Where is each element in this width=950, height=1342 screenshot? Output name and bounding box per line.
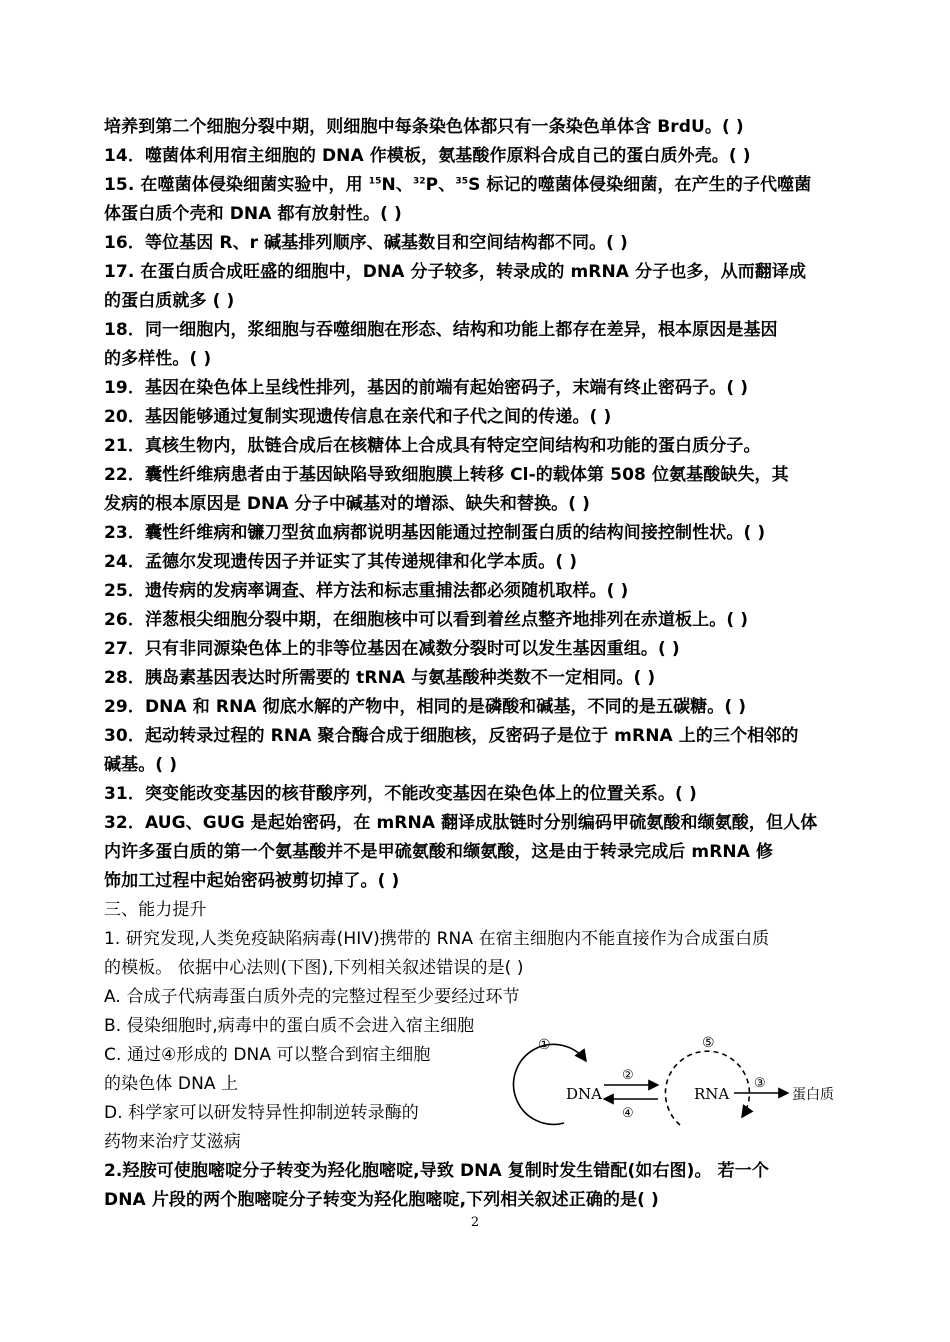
item-23: 23．囊性纤维病和镰刀型贫血病都说明基因能通过控制蛋白质的结构间接控制性状。( ) [104,523,766,543]
item-22-line2: 发病的根本原因是 DNA 分子中碱基对的增添、缺失和替换。( ) [104,494,590,514]
option-a: A. 合成子代病毒蛋白质外壳的完整过程至少要经过环节 [104,987,520,1007]
question-1-line2: 的模板。 依据中心法则(下图),下列相关叙述错误的是( ) [104,958,524,978]
label-4: ④ [622,1106,634,1121]
item-27: 27．只有非同源染色体上的非等位基因在减数分裂时可以发生基因重组。( ) [104,639,680,659]
rna-label: RNA [694,1085,730,1103]
text: S 标记的噬菌体侵染细菌，在产生的子代噬菌 [468,175,812,195]
item-24: 24．孟德尔发现遗传因子并证实了其传递规律和化学本质。( ) [104,552,578,572]
item-31: 31．突变能改变基因的核苷酸序列，不能改变基因在染色体上的位置关系。( ) [104,784,697,804]
question-2-line2: DNA 片段的两个胞嘧啶分子转变为羟化胞嘧啶,下列相关叙述正确的是( ) [104,1190,659,1210]
superscript: 35 [455,176,469,187]
question-2-line1: 2.羟胺可使胞嘧啶分子转变为羟化胞嘧啶,导致 DNA 复制时发生错配(如右图)。 若一个 [104,1161,769,1181]
item-21: 21．真核生物内，肽链合成后在核糖体上合成具有特定空间结构和功能的蛋白质分子。 [104,436,761,456]
item-28: 28．胰岛素基因表达时所需要的 tRNA 与氨基酸种类数不一定相同。( ) [104,668,656,688]
item-15-line1 [104,171,850,200]
label-1: ① [538,1037,551,1053]
option-c-line1: C. 通过④形成的 DNA 可以整合到宿主细胞 [104,1045,431,1065]
item-13-continued: 培养到第二个细胞分裂中期，则细胞中每条染色体都只有一条染色单体含 BrdU。( ) [104,117,744,137]
item-15-line2: 体蛋白质个壳和 DNA 都有放射性。( ) [104,204,402,224]
item-18-line1: 18．同一细胞内，浆细胞与吞噬细胞在形态、结构和功能上都存在差异，根本原因是基因 [104,320,778,340]
item-14: 14．噬菌体利用宿主细胞的 DNA 作模板，氨基酸作原料合成自己的蛋白质外壳。( ) [104,146,751,166]
option-c-line2: 的染色体 DNA 上 [104,1074,239,1094]
options-with-diagram [104,1035,850,1157]
superscript: 32 [412,176,426,187]
superscript: 15 [368,176,382,187]
item-17-line1: 17. 在蛋白质合成旺盛的细胞中，DNA 分子较多，转录成的 mRNA 分子也多，从而翻译成 [104,262,807,282]
item-16: 16．等位基因 R、r 碱基排列顺序、碱基数目和空间结构都不同。( ) [104,233,628,253]
item-25: 25．遗传病的发病率调查、样方法和标志重捕法都必须随机取样。( ) [104,581,629,601]
item-32-line3: 饰加工过程中起始密码被剪切掉了。( ) [104,871,400,891]
question-1-line1: 1. 研究发现,人类免疫缺陷病毒(HIV)携带的 RNA 在宿主细胞内不能直接作为合成蛋白质 [104,929,770,949]
item-30-line2: 碱基。( ) [104,755,178,775]
item-32-line1: 32．AUG、GUG 是起始密码，在 mRNA 翻译成肽链时分别编码甲硫氨酸和缬氨酸，但人体 [104,813,818,833]
protein-label: 蛋白质 [792,1087,834,1103]
label-2: ② [622,1068,634,1083]
item-26: 26．洋葱根尖细胞分裂中期，在细胞核中可以看到着丝点整齐地排列在赤道板上。( ) [104,610,749,630]
item-20: 20．基因能够通过复制实现遗传信息在亲代和子代之间的传递。( ) [104,407,612,427]
options-cd [104,1041,496,1157]
item-19: 19．基因在染色体上呈线性排列，基因的前端有起始密码子，末端有终止密码子。( ) [104,378,749,398]
page-number: 2 [470,1215,480,1230]
item-32-line2: 内许多蛋白质的第一个氨基酸并不是甲硫氨酸和缬氨酸，这是由于转录完成后 mRNA 修 [104,842,774,862]
central-dogma-diagram [512,1033,852,1145]
option-d-line2: 药物来治疗艾滋病 [104,1132,241,1152]
item-18-line2: 的多样性。( ) [104,349,212,369]
page-content [104,113,850,1215]
text: P、 [425,175,456,195]
item-17-line2: 的蛋白质就多 ( ) [104,291,235,311]
text: 15. 在噬菌体侵染细菌实验中，用 [104,175,369,195]
label-3: ③ [754,1076,766,1091]
item-29: 29．DNA 和 RNA 彻底水解的产物中，相同的是磷酸和碱基，不同的是五碳糖。( ) [104,697,747,717]
label-5: ⑤ [702,1035,715,1051]
option-d-line1: D. 科学家可以研发特异性抑制逆转录酶的 [104,1103,419,1123]
dna-label: DNA [566,1085,602,1103]
item-22-line1: 22．囊性纤维病患者由于基因缺陷导致细胞膜上转移 Cl-的载体第 508 位氨基酸缺失，其 [104,465,789,485]
item-30-line1: 30．起动转录过程的 RNA 聚合酶合成于细胞核，反密码子是位于 mRNA 上的三个相邻的 [104,726,799,746]
option-b: B. 侵染细胞时,病毒中的蛋白质不会进入宿主细胞 [104,1016,475,1036]
text: N、 [381,175,413,195]
section-heading: 三、能力提升 [104,900,207,920]
